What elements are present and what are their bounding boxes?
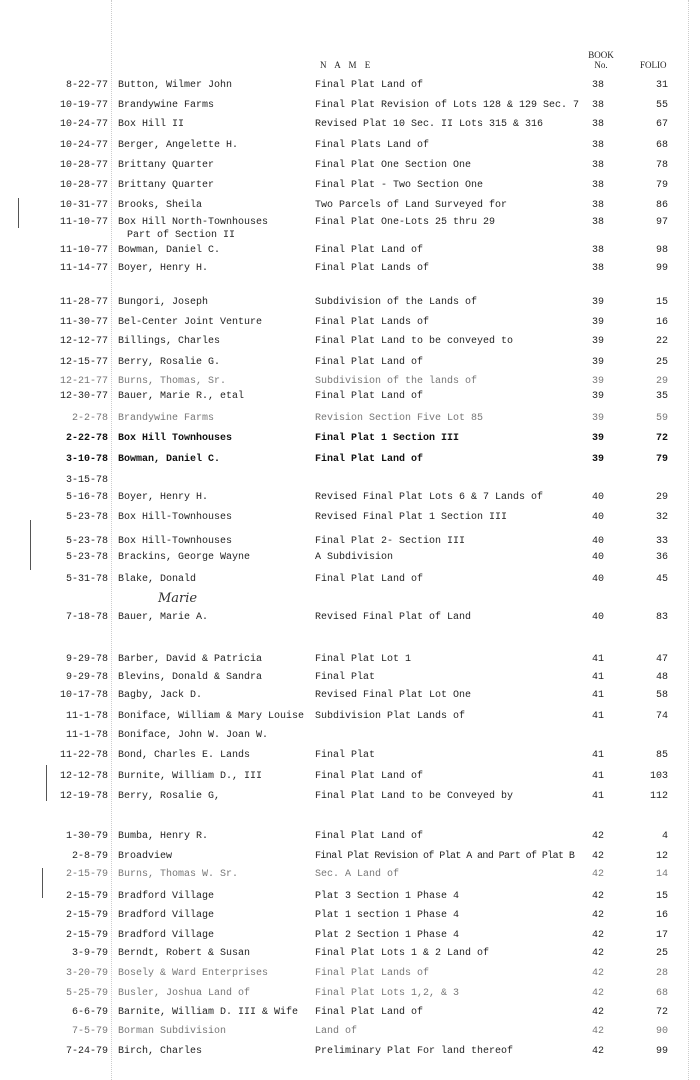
- row-name: Bauer, Marie R., etal: [118, 391, 245, 402]
- row-folio: 31: [655, 80, 668, 91]
- row-desc: Revision Section Five Lot 85: [315, 413, 484, 424]
- row-book: 39: [591, 391, 604, 402]
- row-desc: Preliminary Plat For land thereof: [315, 1046, 514, 1057]
- row-date: 11-30-77: [59, 317, 108, 328]
- row-name: Brandywine Farms: [118, 100, 215, 111]
- row-folio: 45: [655, 574, 668, 585]
- row-desc: Final Plat Land of: [315, 771, 424, 782]
- row-folio: 14: [655, 869, 668, 880]
- row-desc: Final Plat Land to be Conveyed by: [315, 791, 514, 802]
- row-folio: 48: [655, 672, 668, 683]
- row-name: Bauer, Marie A.: [118, 612, 209, 623]
- ledger-row: [0, 491, 700, 504]
- row-book: 42: [591, 948, 604, 959]
- row-folio: 86: [655, 200, 668, 211]
- header-folio: FOLIO: [640, 60, 667, 70]
- ledger-row: [0, 79, 700, 92]
- row-desc: Revised Final Plat Lot One: [315, 690, 472, 701]
- row-desc: Final Plat 1 Section III: [315, 433, 460, 444]
- row-desc: Two Parcels of Land Surveyed for: [315, 200, 508, 211]
- ledger-row: [0, 710, 700, 723]
- row-desc: Final Plat Lot 1: [315, 654, 412, 665]
- row-date: 5-23-78: [65, 512, 108, 523]
- ledger-row: [0, 929, 700, 942]
- row-name: Brackins, George Wayne: [118, 552, 251, 563]
- row-folio: 15: [655, 297, 668, 308]
- ledger-row: [0, 216, 700, 229]
- row-date: 2-15-79: [65, 891, 108, 902]
- row-desc: Final Plat Land of: [315, 80, 424, 91]
- row-name: Berry, Rosalie G,: [118, 791, 221, 802]
- row-name: Box Hill North-Townhouses: [118, 217, 269, 228]
- row-desc: Final Plat Lots 1 & 2 Land of: [315, 948, 490, 959]
- row-folio: 97: [655, 217, 668, 228]
- ledger-row: [0, 535, 700, 548]
- row-name: Button, Wilmer John: [118, 80, 233, 91]
- ledger-row: [0, 199, 700, 212]
- row-name: Box Hill II: [118, 119, 185, 130]
- row-folio: 68: [655, 988, 668, 999]
- row-name: Boniface, John W. Joan W.: [118, 730, 269, 741]
- row-name: Blevins, Donald & Sandra: [118, 672, 263, 683]
- row-date: 9-29-78: [65, 654, 108, 665]
- row-date: 2-22-78: [65, 433, 108, 444]
- handwritten-correction: Marie: [158, 591, 198, 606]
- row-book: 40: [591, 512, 604, 523]
- row-folio: 16: [655, 317, 668, 328]
- row-desc: Revised Final Plat Lots 6 & 7 Lands of: [315, 492, 544, 503]
- row-date: 1-30-79: [65, 831, 108, 842]
- row-name: Barnite, William D. III & Wife: [118, 1007, 299, 1018]
- row-name: Bungori, Joseph: [118, 297, 209, 308]
- row-folio: 99: [655, 1046, 668, 1057]
- row-book: 40: [591, 536, 604, 547]
- row-desc: Final Plat Land of: [315, 831, 424, 842]
- ledger-row: [0, 1025, 700, 1038]
- name-subline: Part of Section II: [127, 230, 236, 241]
- row-date: 8-22-77: [65, 80, 108, 91]
- row-name: Bagby, Jack D.: [118, 690, 203, 701]
- row-date: 10-19-77: [59, 100, 108, 111]
- row-folio: 32: [655, 512, 668, 523]
- ledger-row: [0, 653, 700, 666]
- row-book: 39: [591, 413, 604, 424]
- row-folio: 47: [655, 654, 668, 665]
- row-desc: Revised Final Plat of Land: [315, 612, 472, 623]
- margin-bracket: [42, 868, 43, 898]
- row-name: Busler, Joshua Land of: [118, 988, 251, 999]
- row-folio: 4: [661, 831, 668, 842]
- row-desc: Final Plat: [315, 672, 376, 683]
- ledger-row: [0, 671, 700, 684]
- row-date: 2-8-79: [71, 851, 108, 862]
- row-book: 38: [591, 160, 604, 171]
- row-book: 40: [591, 574, 604, 585]
- ledger-row: [0, 868, 700, 881]
- row-date: 11-1-78: [65, 711, 108, 722]
- row-date: 5-23-78: [65, 536, 108, 547]
- row-date: 10-28-77: [59, 180, 108, 191]
- row-folio: 33: [655, 536, 668, 547]
- row-folio: 59: [655, 413, 668, 424]
- ledger-row: [0, 432, 700, 445]
- ledger-row: [0, 159, 700, 172]
- row-name: Broadview: [118, 851, 173, 862]
- row-date: 12-12-78: [59, 771, 108, 782]
- row-date: 3-10-78: [65, 454, 108, 465]
- ledger-row: [0, 262, 700, 275]
- row-name: Bradford Village: [118, 891, 215, 902]
- ledger-row: [0, 890, 700, 903]
- row-date: 7-24-79: [65, 1046, 108, 1057]
- row-book: 38: [591, 100, 604, 111]
- row-date: 10-31-77: [59, 200, 108, 211]
- row-book: 42: [591, 869, 604, 880]
- ledger-row: [0, 611, 700, 624]
- ledger-row: [0, 689, 700, 702]
- row-folio: 83: [655, 612, 668, 623]
- row-date: 3-9-79: [71, 948, 108, 959]
- ledger-row: [0, 390, 700, 403]
- row-book: 38: [591, 119, 604, 130]
- row-name: Birch, Charles: [118, 1046, 203, 1057]
- row-name: Berndt, Robert & Susan: [118, 948, 251, 959]
- row-book: 42: [591, 988, 604, 999]
- row-book: 39: [591, 297, 604, 308]
- ledger-row: [0, 375, 700, 388]
- row-name: Bumba, Henry R.: [118, 831, 209, 842]
- row-date: 3-20-79: [65, 968, 108, 979]
- row-date: 11-10-77: [59, 245, 108, 256]
- ledger-row: [0, 967, 700, 980]
- row-book: 41: [591, 672, 604, 683]
- row-date: 7-18-78: [65, 612, 108, 623]
- row-book: 42: [591, 891, 604, 902]
- row-book: 42: [591, 831, 604, 842]
- row-name: Bel-Center Joint Venture: [118, 317, 263, 328]
- row-desc: Final Plat Lands of: [315, 968, 430, 979]
- row-desc: Revised Final Plat 1 Section III: [315, 512, 508, 523]
- row-date: 9-29-78: [65, 672, 108, 683]
- margin-bracket: [46, 765, 47, 801]
- row-book: 39: [591, 433, 604, 444]
- ledger-row: [0, 987, 700, 1000]
- ledger-row: [0, 729, 700, 742]
- row-desc: Revised Plat 10 Sec. II Lots 315 & 316: [315, 119, 544, 130]
- row-name: Barber, David & Patricia: [118, 654, 263, 665]
- row-desc: Plat 1 section 1 Phase 4: [315, 910, 460, 921]
- row-date: 10-17-78: [59, 690, 108, 701]
- row-folio: 25: [655, 948, 668, 959]
- row-name: Berry, Rosalie G.: [118, 357, 221, 368]
- ledger-row: [0, 850, 700, 863]
- row-date: 12-21-77: [59, 376, 108, 387]
- row-name: Borman Subdivision: [118, 1026, 227, 1037]
- row-desc: Plat 3 Section 1 Phase 4: [315, 891, 460, 902]
- row-name: Bond, Charles E. Lands: [118, 750, 251, 761]
- row-folio: 72: [655, 433, 668, 444]
- row-name: Bowman, Daniel C.: [118, 454, 221, 465]
- row-folio: 25: [655, 357, 668, 368]
- ledger-row: [0, 316, 700, 329]
- row-date: 2-15-79: [65, 910, 108, 921]
- row-name: Box Hill-Townhouses: [118, 512, 233, 523]
- margin-bracket: [30, 520, 31, 570]
- row-date: 5-23-78: [65, 552, 108, 563]
- row-date: 3-15-78: [65, 475, 108, 486]
- ledger-row: [0, 770, 700, 783]
- row-desc: Final Plat Land of: [315, 357, 424, 368]
- row-book: 42: [591, 910, 604, 921]
- row-book: 39: [591, 357, 604, 368]
- row-book: 41: [591, 750, 604, 761]
- ledger-row: [0, 335, 700, 348]
- row-folio: 68: [655, 140, 668, 151]
- row-book: 40: [591, 612, 604, 623]
- row-date: 11-1-78: [65, 730, 108, 741]
- header-name: N A M E: [320, 60, 374, 70]
- ledger-row: [0, 139, 700, 152]
- row-name: Billings, Charles: [118, 336, 221, 347]
- row-folio: 79: [655, 180, 668, 191]
- row-folio: 29: [655, 376, 668, 387]
- row-date: 2-15-79: [65, 869, 108, 880]
- row-name: Blake, Donald: [118, 574, 197, 585]
- ledger-row: [0, 1045, 700, 1058]
- row-folio: 55: [655, 100, 668, 111]
- row-desc: Final Plat Revision of Lots 128 & 129 Sec. 7: [315, 100, 580, 111]
- row-folio: 15: [655, 891, 668, 902]
- row-book: 38: [591, 245, 604, 256]
- row-date: 5-31-78: [65, 574, 108, 585]
- ledger-row: [0, 244, 700, 257]
- row-date: 11-28-77: [59, 297, 108, 308]
- row-book: 39: [591, 376, 604, 387]
- row-book: 42: [591, 1026, 604, 1037]
- row-name: Bosely & Ward Enterprises: [118, 968, 269, 979]
- row-folio: 90: [655, 1026, 668, 1037]
- row-book: 40: [591, 552, 604, 563]
- row-name: Boniface, William & Mary Louise: [118, 711, 305, 722]
- row-folio: 85: [655, 750, 668, 761]
- row-book: 42: [591, 1007, 604, 1018]
- row-name: Burns, Thomas, Sr.: [118, 376, 227, 387]
- row-name: Burnite, William D., III: [118, 771, 263, 782]
- row-date: 12-15-77: [59, 357, 108, 368]
- row-folio: 72: [655, 1007, 668, 1018]
- margin-bracket: [18, 198, 19, 228]
- ledger-row: [0, 412, 700, 425]
- row-date: 5-25-79: [65, 988, 108, 999]
- row-desc: A Subdivision: [315, 552, 394, 563]
- row-desc: Final Plat Land of: [315, 1007, 424, 1018]
- ledger-row: [0, 947, 700, 960]
- row-folio: 28: [655, 968, 668, 979]
- ledger-row: [0, 453, 700, 466]
- row-name: Brittany Quarter: [118, 180, 215, 191]
- row-desc: Final Plat Land of: [315, 574, 424, 585]
- row-date: 10-28-77: [59, 160, 108, 171]
- row-book: 42: [591, 968, 604, 979]
- row-name: Box Hill Townhouses: [118, 433, 233, 444]
- row-book: 39: [591, 317, 604, 328]
- row-desc: Final Plat Land of: [315, 454, 424, 465]
- row-date: 11-14-77: [59, 263, 108, 274]
- row-date: 2-15-79: [65, 930, 108, 941]
- row-name: Box Hill-Townhouses: [118, 536, 233, 547]
- row-book: 38: [591, 80, 604, 91]
- row-book: 38: [591, 180, 604, 191]
- ledger-row: [0, 790, 700, 803]
- row-desc: Final Plat Revision of Plat A and Part of Plat B: [315, 851, 575, 862]
- row-book: 40: [591, 492, 604, 503]
- row-folio: 103: [649, 771, 668, 782]
- row-folio: 16: [655, 910, 668, 921]
- row-book: 41: [591, 791, 604, 802]
- row-date: 2-2-78: [71, 413, 108, 424]
- row-folio: 58: [655, 690, 668, 701]
- row-desc: Final Plat 2- Section III: [315, 536, 466, 547]
- row-folio: 29: [655, 492, 668, 503]
- row-name: Brittany Quarter: [118, 160, 215, 171]
- ledger-row: [0, 99, 700, 112]
- ledger-row: [0, 179, 700, 192]
- row-folio: 78: [655, 160, 668, 171]
- row-desc: Final Plat Lots 1,2, & 3: [315, 988, 460, 999]
- row-desc: Final Plat Land of: [315, 245, 424, 256]
- ledger-row: [0, 830, 700, 843]
- row-name: Boyer, Henry H.: [118, 263, 209, 274]
- ledger-row: [0, 749, 700, 762]
- row-book: 41: [591, 654, 604, 665]
- row-book: 39: [591, 336, 604, 347]
- row-desc: Final Plats Land of: [315, 140, 430, 151]
- row-desc: Land of: [315, 1026, 358, 1037]
- row-desc: Final Plat: [315, 750, 376, 761]
- row-date: 12-12-77: [59, 336, 108, 347]
- row-folio: 36: [655, 552, 668, 563]
- row-book: 42: [591, 851, 604, 862]
- row-name: Bradford Village: [118, 930, 215, 941]
- row-date: 11-22-78: [59, 750, 108, 761]
- row-desc: Final Plat Lands of: [315, 317, 430, 328]
- row-folio: 79: [655, 454, 668, 465]
- row-folio: 12: [655, 851, 668, 862]
- row-desc: Final Plat Land to be conveyed to: [315, 336, 514, 347]
- header-book: BOOK No.: [588, 50, 614, 70]
- row-folio: 112: [649, 791, 668, 802]
- row-date: 12-30-77: [59, 391, 108, 402]
- row-desc: Sec. A Land of: [315, 869, 400, 880]
- row-name: Bradford Village: [118, 910, 215, 921]
- ledger-row: [0, 1006, 700, 1019]
- row-desc: Final Plat Land of: [315, 391, 424, 402]
- row-desc: Subdivision of the lands of: [315, 376, 478, 387]
- row-book: 38: [591, 200, 604, 211]
- row-desc: Final Plat - Two Section One: [315, 180, 484, 191]
- ledger-row: [0, 909, 700, 922]
- row-date: 10-24-77: [59, 140, 108, 151]
- row-folio: 22: [655, 336, 668, 347]
- ledger-row: [0, 573, 700, 586]
- ledger-row: [0, 118, 700, 131]
- row-date: 7-5-79: [71, 1026, 108, 1037]
- row-name: Brooks, Sheila: [118, 200, 203, 211]
- row-book: 38: [591, 217, 604, 228]
- row-book: 41: [591, 771, 604, 782]
- row-desc: Final Plat One Section One: [315, 160, 472, 171]
- row-book: 41: [591, 690, 604, 701]
- row-date: 11-10-77: [59, 217, 108, 228]
- row-desc: Plat 2 Section 1 Phase 4: [315, 930, 460, 941]
- row-name: Burns, Thomas W. Sr.: [118, 869, 239, 880]
- row-desc: Final Plat Lands of: [315, 263, 430, 274]
- ledger-row: [0, 551, 700, 564]
- row-desc: Final Plat One-Lots 25 thru 29: [315, 217, 496, 228]
- row-book: 41: [591, 711, 604, 722]
- row-book: 42: [591, 1046, 604, 1057]
- row-name: Boyer, Henry H.: [118, 492, 209, 503]
- row-desc: Subdivision Plat Lands of: [315, 711, 466, 722]
- row-name: Berger, Angelette H.: [118, 140, 239, 151]
- row-folio: 74: [655, 711, 668, 722]
- ledger-row: [0, 296, 700, 309]
- row-book: 38: [591, 140, 604, 151]
- ledger-row: [0, 511, 700, 524]
- row-folio: 67: [655, 119, 668, 130]
- row-date: 6-6-79: [71, 1007, 108, 1018]
- row-book: 38: [591, 263, 604, 274]
- row-name: Brandywine Farms: [118, 413, 215, 424]
- row-folio: 98: [655, 245, 668, 256]
- row-folio: 17: [655, 930, 668, 941]
- row-folio: 35: [655, 391, 668, 402]
- row-desc: Subdivision of the Lands of: [315, 297, 478, 308]
- row-name: Bowman, Daniel C.: [118, 245, 221, 256]
- row-book: 39: [591, 454, 604, 465]
- row-book: 42: [591, 930, 604, 941]
- row-date: 5-16-78: [65, 492, 108, 503]
- ledger-row: [0, 474, 700, 487]
- row-date: 12-19-78: [59, 791, 108, 802]
- row-folio: 99: [655, 263, 668, 274]
- row-date: 10-24-77: [59, 119, 108, 130]
- ledger-row: [0, 356, 700, 369]
